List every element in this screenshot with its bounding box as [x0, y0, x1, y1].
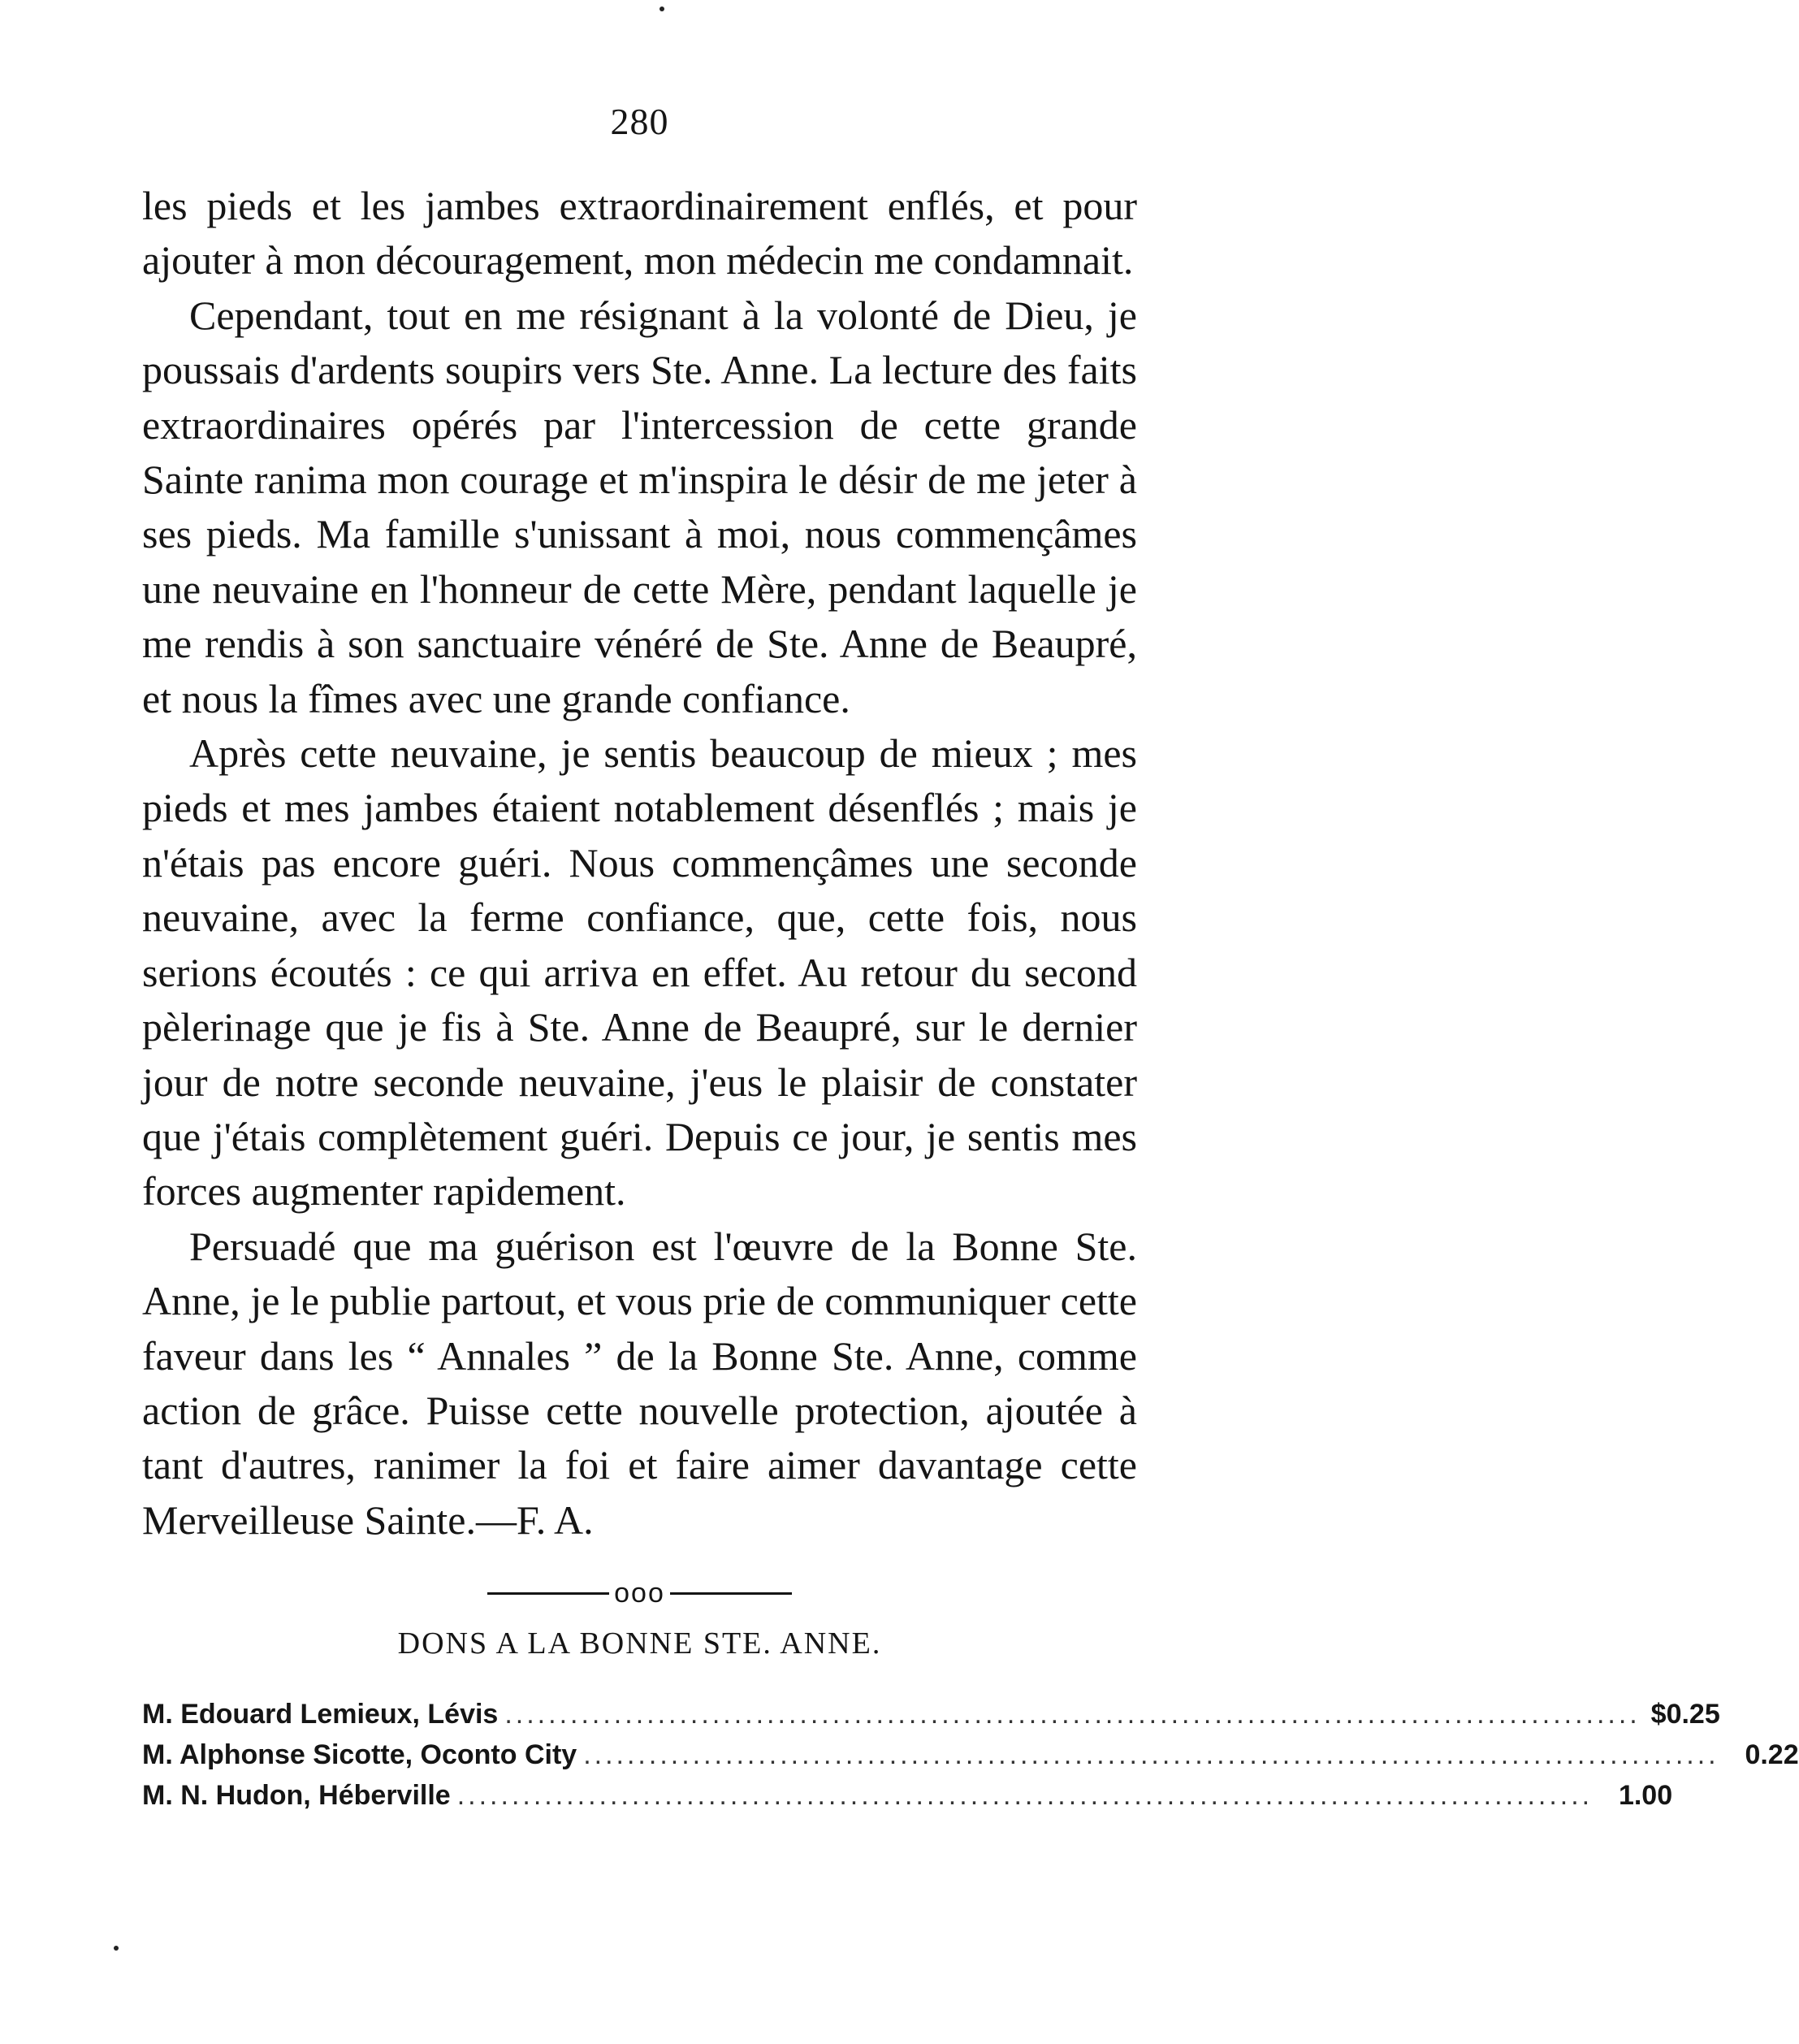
print-speck	[114, 1946, 119, 1951]
donations-title: DONS A LA BONNE STE. ANNE.	[397, 1626, 882, 1661]
donation-row	[142, 1734, 1799, 1775]
leader-dots: ........................................................................................................	[583, 1739, 1719, 1771]
paragraph-3: Après cette neuvaine, je sentis beaucoup de mieux ; mes pieds et mes jambes étaient notablement désenflés ; mais je n'étais pas encore guéri. Nous commençâmes une seconde neuvaine, avec la ferme confiance, que, cette fois, nous serions écoutés : ce qui arriva en effet. Au retour du second pèlerinage que je fis à Ste. Anne de Beaupré, sur le dernier jour de notre seconde neuvaine, j'eus le plaisir de constater que j'étais complètement guéri. Depuis ce jour, je sentis mes forces augmenter rapidement.	[142, 730, 1137, 1215]
donation-row	[142, 1775, 1673, 1816]
print-speck	[659, 6, 664, 11]
separator-ornament: ooo	[614, 1577, 665, 1609]
paragraph-1: les pieds et les jambes extraordinairement enflés, et pour ajouter à mon découragement, mon médecin me condamnait.	[142, 183, 1137, 284]
paragraph-2: Cependant, tout en me résignant à la volonté de Dieu, je poussais d'ardents soupirs vers Ste. Anne. La lecture des faits extraordinaires opérés par l'intercession de cette grande Sainte ranima mon courage et m'inspira le désir de me jeter à ses pieds. Ma famille s'unissant à moi, nous commençâmes une neuvaine en l'honneur de cette Mère, pendant laquelle je me rendis à son sanctuaire vénéré de Ste. Anne de Beaupré, et nous la fîmes avec une grande confiance.	[142, 292, 1137, 721]
donor-name: M. N. Hudon, Héberville	[142, 1780, 451, 1812]
donor-name: M. Alphonse Sicotte, Oconto City	[142, 1739, 577, 1771]
donation-amount: 1.00	[1618, 1780, 1673, 1812]
paragraph-4: Persuadé que ma guérison est l'œuvre de la Bonne Ste. Anne, je le publie partout, et vous prie de communiquer cette faveur dans les “ Annales ” de la Bonne Ste. Anne, comme action de grâce. Puisse cette nouvelle protection, ajoutée à tant d'autres, ranimer la foi et faire aimer davantage cette Merveilleuse Sainte.—F. A.	[142, 1223, 1137, 1543]
section-separator	[142, 1577, 1137, 1609]
leader-dots: ........................................................................................................	[456, 1780, 1594, 1812]
leader-dots: ........................................................................................................	[504, 1699, 1641, 1730]
separator-rule-left	[487, 1592, 609, 1595]
page-content	[142, 97, 1799, 1816]
page-number: 280	[610, 101, 669, 142]
donor-name: M. Edouard Lemieux, Lévis	[142, 1699, 499, 1730]
article-body	[142, 179, 1137, 1548]
donations-list	[142, 1694, 1799, 1816]
donation-amount: 0.22	[1745, 1739, 1799, 1771]
donation-row	[142, 1694, 1720, 1734]
separator-rule-right	[670, 1592, 792, 1595]
donation-amount: $0.25	[1650, 1699, 1720, 1730]
